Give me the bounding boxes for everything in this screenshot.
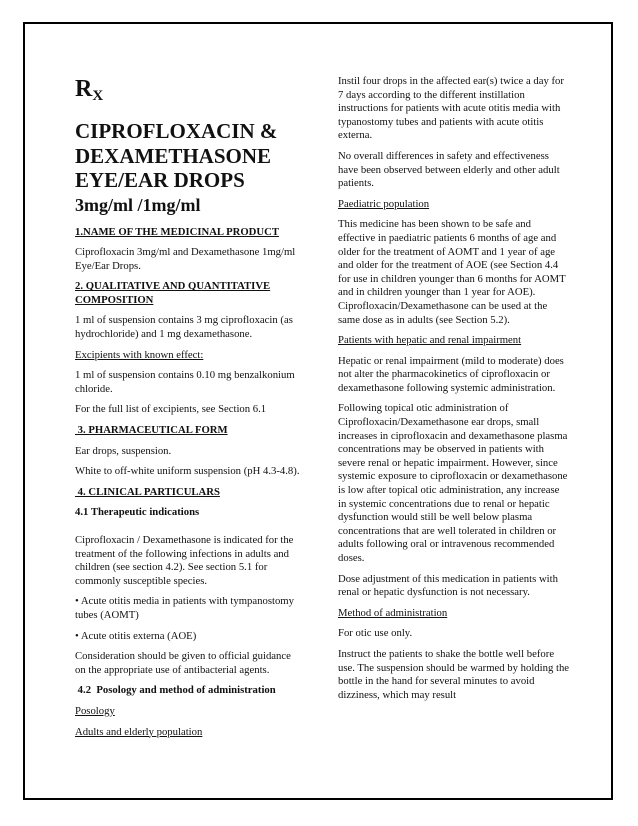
excipients-text: 1 ml of suspension contains 0.10 mg benzalkonium chloride. — [75, 369, 295, 395]
paediatric-paragraph: This medicine has been shown to be safe and effective in paediatric patients 6 months of age and older for the treatment of AOMT and 1 year of age and older for the treatment of AOE (see Section 4.4 for use in children younger than 6 months for AOMT and in children younger than 1 year for AOE). Ciprofloxacin/Dexamethasone can be used at the same dose as in adults (see Section 5.2). — [338, 218, 566, 326]
excipients-reference: For the full list of excipients, see Section 6.1 — [75, 403, 267, 416]
section-4-1-text: Ciprofloxacin / Dexamethasone is indicated for the treatment of the following infections in adults and children (see section 4.2). See section 5.1 for commonly susceptible species. — [75, 534, 294, 587]
rx-main: R — [75, 76, 93, 102]
rx-symbol — [75, 76, 303, 109]
section-2-text: 1 ml of suspension contains 3 mg ciprofloxacin (as hydrochloride) and 1 mg dexamethasone. — [75, 314, 293, 341]
rx-subscript: X — [92, 88, 104, 104]
indication-bullet-1: • Acute otitis media in patients with tympanostomy tubes (AOMT) — [75, 595, 294, 621]
adults-elderly-heading: Adults and elderly population — [75, 725, 203, 738]
instruction-paragraph: Instruct the patients to shake the bottle well before use. The suspension should be warmed by holding the bottle in the hand for several minutes to avoid dizziness, which may result — [338, 647, 570, 701]
right-column — [338, 75, 570, 702]
dose-adjustment-paragraph: Dose adjustment of this medication in patients with renal or hepatic dysfunction is not necessary. — [338, 572, 558, 599]
excipients-heading: Excipients with known effect: — [75, 348, 204, 361]
posology-heading: Posology — [75, 704, 115, 717]
elderly-paragraph: No overall differences in safety and effectiveness have been observed between elderly and other adult patients. — [338, 149, 560, 190]
hepatic-renal-heading: Patients with hepatic and renal impairment — [338, 334, 522, 347]
dosage-paragraph: Instil four drops in the affected ear(s) twice a day for 7 days according to the different instillation instructions for patients with acute otitis media with typanostomy tubes and patients with acute otitis externa. — [338, 75, 564, 142]
title-line-1: CIPROFLOXACIN & — [75, 119, 278, 143]
section-4-2-heading: 4.2 Posology and method of administration — [75, 684, 276, 697]
section-4-1-heading: 4.1 Therapeutic indications — [75, 506, 200, 519]
title-line-2: DEXAMETHASONE — [75, 143, 272, 168]
section-3-heading: 3. PHARMACEUTICAL FORM — [75, 424, 228, 437]
method-heading: Method of administration — [338, 606, 448, 619]
section-1-heading: 1.NAME OF THE MEDICINAL PRODUCT — [75, 225, 279, 238]
indication-bullet-2: • Acute otitis externa (AOE) — [75, 629, 197, 642]
hepatic-paragraph-1: Hepatic or renal impairment (mild to moderate) does not alter the pharmacokinetics of ciprofloxacin or dexamethasone following systemic administration. — [338, 354, 564, 394]
left-column — [75, 52, 303, 739]
product-title — [75, 119, 303, 193]
hepatic-paragraph-2: Following topical otic administration of Ciprofloxacin/Dexamethasone ear drops, small increases in ciprofloxacin and dexamethasone plasma concentrations may be observed in patients with severe renal or hepatic impairment. However, since systemic exposure to ciprofloxacin or dexamethasone is low after topical otic administration, any increase in systemic concentrations due to renal or hepatic dysfunction would still be well below plasma concentrations that are well tolerated in children or adults following oral or intravenous recommended doses. — [338, 402, 568, 564]
section-2-heading: 2. QUALITATIVE AND QUANTITATIVE COMPOSITION — [75, 280, 271, 306]
consideration-text: Consideration should be given to official guidance on the appropriate use of antibacterial agents. — [75, 650, 291, 676]
title-line-3: EYE/EAR DROPS — [75, 168, 245, 192]
section-3-text-1: Ear drops, suspension. — [75, 444, 172, 457]
section-1-text: Ciprofloxacin 3mg/ml and Dexamethasone 1mg/ml Eye/Ear Drops. — [75, 246, 296, 272]
paediatric-heading: Paediatric population — [338, 197, 430, 210]
product-strength: 3mg/ml /1mg/ml — [75, 194, 201, 215]
otic-use-paragraph: For otic use only. — [338, 627, 413, 640]
section-4-heading: 4. CLINICAL PARTICULARS — [75, 485, 220, 498]
section-3-text-2: White to off-white uniform suspension (pH 4.3-4.8). — [75, 465, 300, 478]
